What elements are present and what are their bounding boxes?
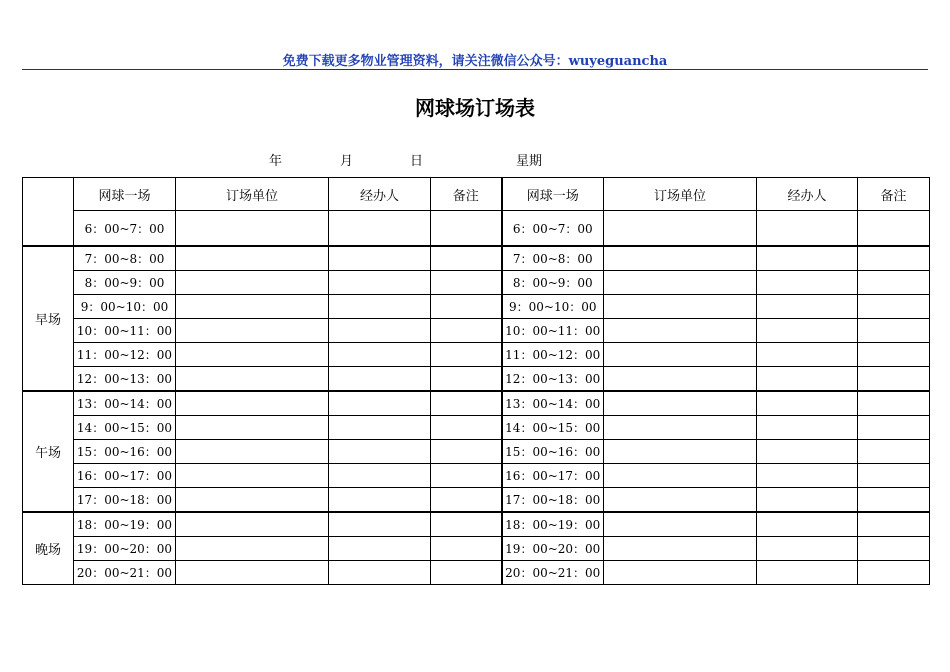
handler-cell[interactable] xyxy=(329,561,431,585)
remark-cell[interactable] xyxy=(858,391,930,416)
column-header-handler-left: 经办人 xyxy=(329,178,431,211)
table-row xyxy=(23,537,930,561)
booking-unit-cell[interactable] xyxy=(176,271,329,295)
booking-unit-cell[interactable] xyxy=(176,464,329,488)
period-label: 晚场 xyxy=(23,512,74,585)
time-slot-right: 11：00~12：00 xyxy=(502,343,604,367)
booking-unit-cell[interactable] xyxy=(176,211,329,247)
time-slot-left: 13：00~14：00 xyxy=(74,391,176,416)
table-row xyxy=(23,319,930,343)
time-slot-left: 20：00~21：00 xyxy=(74,561,176,585)
time-slot-right: 19：00~20：00 xyxy=(502,537,604,561)
time-slot-right: 10：00~11：00 xyxy=(502,319,604,343)
table-row xyxy=(23,367,930,392)
handler-cell[interactable] xyxy=(329,319,431,343)
booking-unit-cell[interactable] xyxy=(176,367,329,392)
remark-cell[interactable] xyxy=(431,367,502,392)
booking-unit-cell[interactable] xyxy=(176,488,329,513)
handler-cell[interactable] xyxy=(329,464,431,488)
remark-cell[interactable] xyxy=(431,271,502,295)
handler-cell[interactable] xyxy=(757,343,858,367)
booking-unit-cell[interactable] xyxy=(604,319,757,343)
column-header-remark-right: 备注 xyxy=(858,178,930,211)
remark-cell[interactable] xyxy=(858,246,930,271)
handler-cell[interactable] xyxy=(757,561,858,585)
column-header-unit-left: 订场单位 xyxy=(176,178,329,211)
table-row xyxy=(23,391,930,416)
remark-cell[interactable] xyxy=(431,211,502,247)
remark-cell[interactable] xyxy=(431,416,502,440)
table-row xyxy=(23,295,930,319)
date-year-label: 年 xyxy=(269,154,283,169)
remark-cell[interactable] xyxy=(858,464,930,488)
time-slot-right: 6：00~7：00 xyxy=(502,211,604,247)
date-day-label: 日 xyxy=(410,154,424,169)
column-header-court-left: 网球一场 xyxy=(74,178,176,211)
booking-unit-cell[interactable] xyxy=(176,319,329,343)
handler-cell[interactable] xyxy=(329,440,431,464)
column-header-unit-right: 订场单位 xyxy=(604,178,757,211)
remark-cell[interactable] xyxy=(858,343,930,367)
time-slot-right: 15：00~16：00 xyxy=(502,440,604,464)
time-slot-left: 11：00~12：00 xyxy=(74,343,176,367)
booking-unit-cell[interactable] xyxy=(604,295,757,319)
remark-cell[interactable] xyxy=(431,343,502,367)
time-slot-right: 12：00~13：00 xyxy=(502,367,604,392)
remark-cell[interactable] xyxy=(431,295,502,319)
handler-cell[interactable] xyxy=(757,246,858,271)
handler-cell[interactable] xyxy=(329,391,431,416)
time-slot-right: 20：00~21：00 xyxy=(502,561,604,585)
page-title: 网球场订场表 xyxy=(415,96,535,120)
table-row xyxy=(23,416,930,440)
handler-cell[interactable] xyxy=(757,464,858,488)
booking-unit-cell[interactable] xyxy=(176,391,329,416)
handler-cell[interactable] xyxy=(757,271,858,295)
remark-cell[interactable] xyxy=(431,512,502,537)
remark-cell[interactable] xyxy=(431,319,502,343)
booking-unit-cell[interactable] xyxy=(604,343,757,367)
booking-unit-cell[interactable] xyxy=(604,440,757,464)
booking-unit-cell[interactable] xyxy=(176,440,329,464)
handler-cell[interactable] xyxy=(757,319,858,343)
time-slot-left: 7：00~8：00 xyxy=(74,246,176,271)
date-month-label: 月 xyxy=(340,154,354,169)
remark-cell[interactable] xyxy=(858,367,930,392)
handler-cell[interactable] xyxy=(757,440,858,464)
time-slot-right: 17：00~18：00 xyxy=(502,488,604,513)
table-row xyxy=(23,211,930,247)
time-slot-left: 15：00~16：00 xyxy=(74,440,176,464)
time-slot-left: 10：00~11：00 xyxy=(74,319,176,343)
time-slot-left: 18：00~19：00 xyxy=(74,512,176,537)
booking-unit-cell[interactable] xyxy=(604,416,757,440)
time-slot-right: 8：00~9：00 xyxy=(502,271,604,295)
handler-cell[interactable] xyxy=(329,295,431,319)
table-row xyxy=(23,561,930,585)
remark-cell[interactable] xyxy=(431,246,502,271)
booking-unit-cell[interactable] xyxy=(604,391,757,416)
remark-cell[interactable] xyxy=(858,271,930,295)
handler-cell[interactable] xyxy=(757,512,858,537)
handler-cell[interactable] xyxy=(757,488,858,513)
column-header-handler-right: 经办人 xyxy=(757,178,858,211)
remark-cell[interactable] xyxy=(431,488,502,513)
handler-cell[interactable] xyxy=(757,211,858,247)
handler-cell[interactable] xyxy=(757,416,858,440)
period-label: 早场 xyxy=(23,246,74,391)
booking-unit-cell[interactable] xyxy=(604,464,757,488)
booking-unit-cell[interactable] xyxy=(604,512,757,537)
booking-unit-cell[interactable] xyxy=(176,561,329,585)
table-row xyxy=(23,271,930,295)
time-slot-right: 14：00~15：00 xyxy=(502,416,604,440)
time-slot-left: 6：00~7：00 xyxy=(74,211,176,247)
column-header-remark-left: 备注 xyxy=(431,178,502,211)
table-header-row xyxy=(23,178,930,211)
handler-cell[interactable] xyxy=(329,246,431,271)
header-banner: 免费下载更多物业管理资料，请关注微信公众号：wuyeguancha xyxy=(282,54,668,69)
remark-cell[interactable] xyxy=(858,488,930,513)
time-slot-left: 17：00~18：00 xyxy=(74,488,176,513)
header-divider xyxy=(22,69,928,70)
booking-unit-cell[interactable] xyxy=(176,416,329,440)
handler-cell[interactable] xyxy=(329,271,431,295)
time-slot-left: 19：00~20：00 xyxy=(74,537,176,561)
remark-cell[interactable] xyxy=(431,561,502,585)
time-slot-right: 9：00~10：00 xyxy=(502,295,604,319)
booking-unit-cell[interactable] xyxy=(176,512,329,537)
remark-cell[interactable] xyxy=(858,211,930,247)
booking-unit-cell[interactable] xyxy=(176,295,329,319)
table-row xyxy=(23,464,930,488)
booking-unit-cell[interactable] xyxy=(604,246,757,271)
handler-cell[interactable] xyxy=(329,537,431,561)
date-weekday-label: 星期 xyxy=(516,154,543,169)
time-slot-right: 13：00~14：00 xyxy=(502,391,604,416)
column-header-court-right: 网球一场 xyxy=(502,178,604,211)
remark-cell[interactable] xyxy=(858,440,930,464)
handler-cell[interactable] xyxy=(329,367,431,392)
remark-cell[interactable] xyxy=(431,464,502,488)
period-header-cell xyxy=(23,178,74,247)
time-slot-left: 8：00~9：00 xyxy=(74,271,176,295)
table-row xyxy=(23,512,930,537)
handler-cell[interactable] xyxy=(757,391,858,416)
remark-cell[interactable] xyxy=(858,537,930,561)
booking-table xyxy=(22,177,930,585)
booking-unit-cell[interactable] xyxy=(176,537,329,561)
time-slot-right: 7：00~8：00 xyxy=(502,246,604,271)
time-slot-left: 9：00~10：00 xyxy=(74,295,176,319)
handler-cell[interactable] xyxy=(329,211,431,247)
remark-cell[interactable] xyxy=(858,561,930,585)
handler-cell[interactable] xyxy=(757,367,858,392)
table-row xyxy=(23,440,930,464)
booking-unit-cell[interactable] xyxy=(176,246,329,271)
handler-cell[interactable] xyxy=(329,416,431,440)
handler-cell[interactable] xyxy=(757,537,858,561)
booking-unit-cell[interactable] xyxy=(604,561,757,585)
booking-unit-cell[interactable] xyxy=(176,343,329,367)
handler-cell[interactable] xyxy=(329,488,431,513)
table-row xyxy=(23,488,930,513)
time-slot-left: 12：00~13：00 xyxy=(74,367,176,392)
time-slot-right: 18：00~19：00 xyxy=(502,512,604,537)
remark-cell[interactable] xyxy=(858,319,930,343)
booking-unit-cell[interactable] xyxy=(604,537,757,561)
remark-cell[interactable] xyxy=(858,416,930,440)
table-row xyxy=(23,246,930,271)
handler-cell[interactable] xyxy=(329,343,431,367)
period-label: 午场 xyxy=(23,391,74,512)
booking-unit-cell[interactable] xyxy=(604,211,757,247)
booking-unit-cell[interactable] xyxy=(604,488,757,513)
remark-cell[interactable] xyxy=(431,537,502,561)
remark-cell[interactable] xyxy=(858,512,930,537)
handler-cell[interactable] xyxy=(329,512,431,537)
remark-cell[interactable] xyxy=(431,440,502,464)
handler-cell[interactable] xyxy=(757,295,858,319)
table-row xyxy=(23,343,930,367)
time-slot-right: 16：00~17：00 xyxy=(502,464,604,488)
time-slot-left: 16：00~17：00 xyxy=(74,464,176,488)
booking-unit-cell[interactable] xyxy=(604,271,757,295)
remark-cell[interactable] xyxy=(858,295,930,319)
booking-unit-cell[interactable] xyxy=(604,367,757,392)
time-slot-left: 14：00~15：00 xyxy=(74,416,176,440)
remark-cell[interactable] xyxy=(431,391,502,416)
